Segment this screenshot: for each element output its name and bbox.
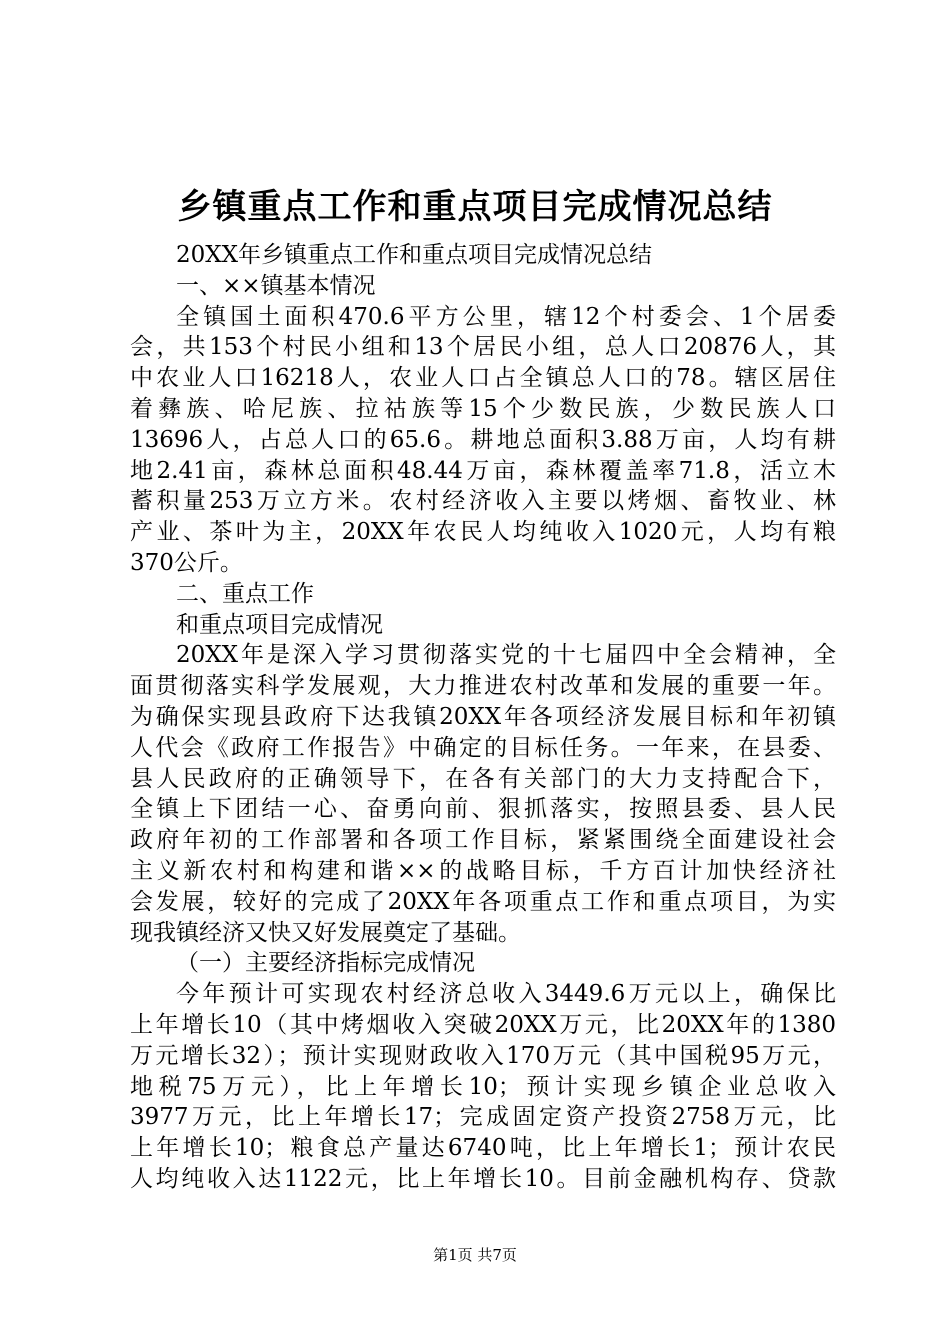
section-heading: 一、××镇基本情况 — [176, 272, 376, 299]
paragraph-line: 地2.41亩，森林总面积48.44万亩，森林覆盖率71.8，活立木 — [130, 457, 836, 484]
paragraph-line: 20XX年是深入学习贯彻落实党的十七届四中全会精神，全 — [176, 642, 836, 669]
paragraph-line: 会发展，较好的完成了20XX年各项重点工作和重点项目，为实 — [130, 888, 836, 915]
paragraph-line: 上年增长10；粮食总产量达6740吨，比上年增长1；预计农民 — [130, 1135, 836, 1162]
section-heading: 和重点项目完成情况 — [176, 611, 383, 638]
paragraph-line: 面贯彻落实科学发展观，大力推进农村改革和发展的重要一年。 — [130, 673, 836, 700]
paragraph-line: 370公斤。 — [130, 549, 243, 576]
paragraph-line: 人均纯收入达1122元，比上年增长10。目前金融机构存、贷款 — [130, 1165, 836, 1192]
paragraph-line: 政府年初的工作部署和各项工作目标，紧紧围绕全面建设社会 — [130, 827, 836, 854]
paragraph-line: 蓄积量253万立方米。农村经济收入主要以烤烟、畜牧业、林 — [130, 488, 836, 515]
document-title: 乡镇重点工作和重点项目完成情况总结 — [177, 187, 773, 227]
paragraph-line: 产业、茶叶为主，20XX年农民人均纯收入1020元，人均有粮 — [130, 519, 836, 546]
subtitle-line: 20XX年乡镇重点工作和重点项目完成情况总结 — [176, 242, 653, 268]
paragraph-line: 地税75万元），比上年增长10；预计实现乡镇企业总收入 — [130, 1073, 836, 1100]
paragraph-line: 中农业人口16218人，农业人口占全镇总人口的78。辖区居住 — [130, 365, 836, 392]
paragraph-line: 13696人，占总人口的65.6。耕地总面积3.88万亩，人均有耕 — [130, 426, 836, 453]
subsection-heading: （一）主要经济指标完成情况 — [176, 950, 475, 977]
paragraph-line: 现我镇经济又快又好发展奠定了基础。 — [130, 919, 521, 946]
paragraph-line: 万元增长32）；预计实现财政收入170万元（其中国税95万元， — [130, 1042, 836, 1069]
section-heading: 二、重点工作 — [176, 580, 314, 607]
paragraph-line: 主义新农村和构建和谐××的战略目标，千方百计加快经济社 — [130, 857, 836, 884]
paragraph-line: 会，共153个村民小组和13个居民小组，总人口20876人，其 — [130, 334, 836, 361]
paragraph-line: 县人民政府的正确领导下，在各有关部门的大力支持配合下， — [130, 765, 836, 792]
paragraph-line: 上年增长10（其中烤烟收入突破20XX万元，比20XX年的1380 — [130, 1011, 836, 1038]
paragraph-line: 全镇上下团结一心、奋勇向前、狠抓落实，按照县委、县人民 — [130, 796, 836, 823]
paragraph-line: 人代会《政府工作报告》中确定的目标任务。一年来，在县委、 — [130, 734, 836, 761]
paragraph-line: 全镇国土面积470.6平方公里，辖12个村委会、1个居委 — [176, 303, 836, 330]
paragraph-line: 为确保实现县政府下达我镇20XX年各项经济发展目标和年初镇 — [130, 703, 836, 730]
document-body — [130, 240, 836, 1195]
page-number-footer: 第1页 共7页 — [433, 1246, 517, 1264]
paragraph-line: 着彝族、哈尼族、拉祜族等15个少数民族，少数民族人口 — [130, 395, 836, 422]
paragraph-line: 3977万元，比上年增长17；完成固定资产投资2758万元，比 — [130, 1104, 836, 1131]
paragraph-line: 今年预计可实现农村经济总收入3449.6万元以上，确保比 — [176, 981, 836, 1008]
